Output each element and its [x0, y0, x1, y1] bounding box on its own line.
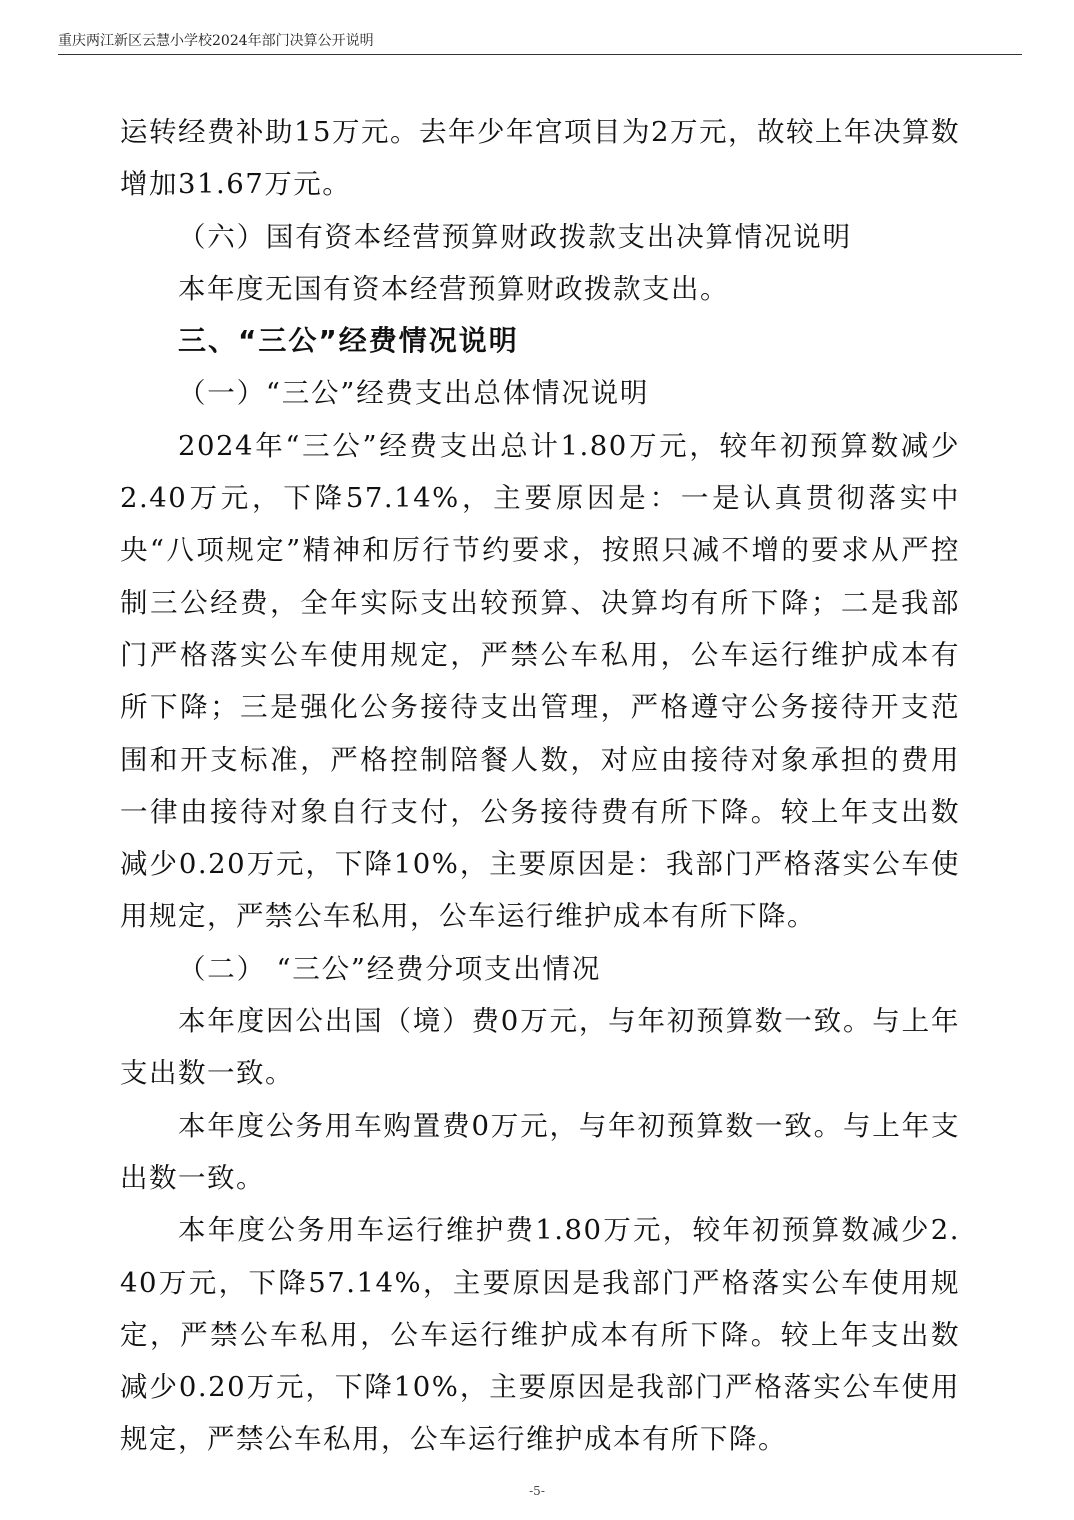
- header-divider: [58, 54, 1022, 55]
- document-body: [120, 106, 960, 1466]
- subsection-2-heading: （二） “三公”经费分项支出情况: [178, 952, 602, 985]
- subsection-1-text: 2024年“三公”经费支出总计1.80万元，较年初预算数减少2.40万元，下降57.14%，主要原因是：一是认真贯彻落实中央“八项规定”精神和厉行节约要求，按照只减不增的要求从严控制三公经费，全年实际支出较预算、决算均有所下降；二是我部门严格落实公车使用规定，严禁公车私用，公车运行维护成本有所下降；三是强化公务接待支出管理，严格遵守公务接待开支范围和开支标准，严格控制陪餐人数，对应由接待对象承担的费用一律由接待对象自行支付，公务接待费有所下降。较上年支出数减少0.20万元，下降10%，主要原因是：我部门严格落实公车使用规定，严禁公车私用，公车运行维护成本有所下降。: [120, 429, 960, 933]
- paragraph-continuation: 运转经费补助15万元。去年少年宫项目为2万元，故较上年决算数增加31.67万元。: [120, 116, 960, 201]
- part-3-heading: 三、“三公”经费情况说明: [178, 324, 519, 358]
- subsection-2-text-vehicle-purchase: 本年度公务用车购置费0万元，与年初预算数一致。与上年支出数一致。: [120, 1109, 960, 1194]
- page-number: -5-: [529, 1484, 545, 1498]
- subsection-2-text-vehicle-operation: 本年度公务用车运行维护费1.80万元，较年初预算数减少2.40万元，下降57.14%，主要原因是我部门严格落实公车使用规定，严禁公车私用，公车运行维护成本有所下降。较上年支出数减少0.20万元，下降10%，主要原因是我部门严格落实公车使用规定，严禁公车私用，公车运行维护成本有所下降。: [120, 1214, 960, 1456]
- subsection-2-text-travel: 本年度因公出国（境）费0万元，与年初预算数一致。与上年支出数一致。: [120, 1005, 960, 1090]
- page-header: 重庆两江新区云慧小学校2024年部门决算公开说明: [58, 33, 374, 49]
- section-6-heading: （六）国有资本经营预算财政拨款支出决算情况说明: [178, 220, 852, 253]
- subsection-1-heading: （一）“三公”经费支出总体情况说明: [178, 377, 650, 410]
- section-6-text: 本年度无国有资本经营预算财政拨款支出。: [178, 272, 729, 305]
